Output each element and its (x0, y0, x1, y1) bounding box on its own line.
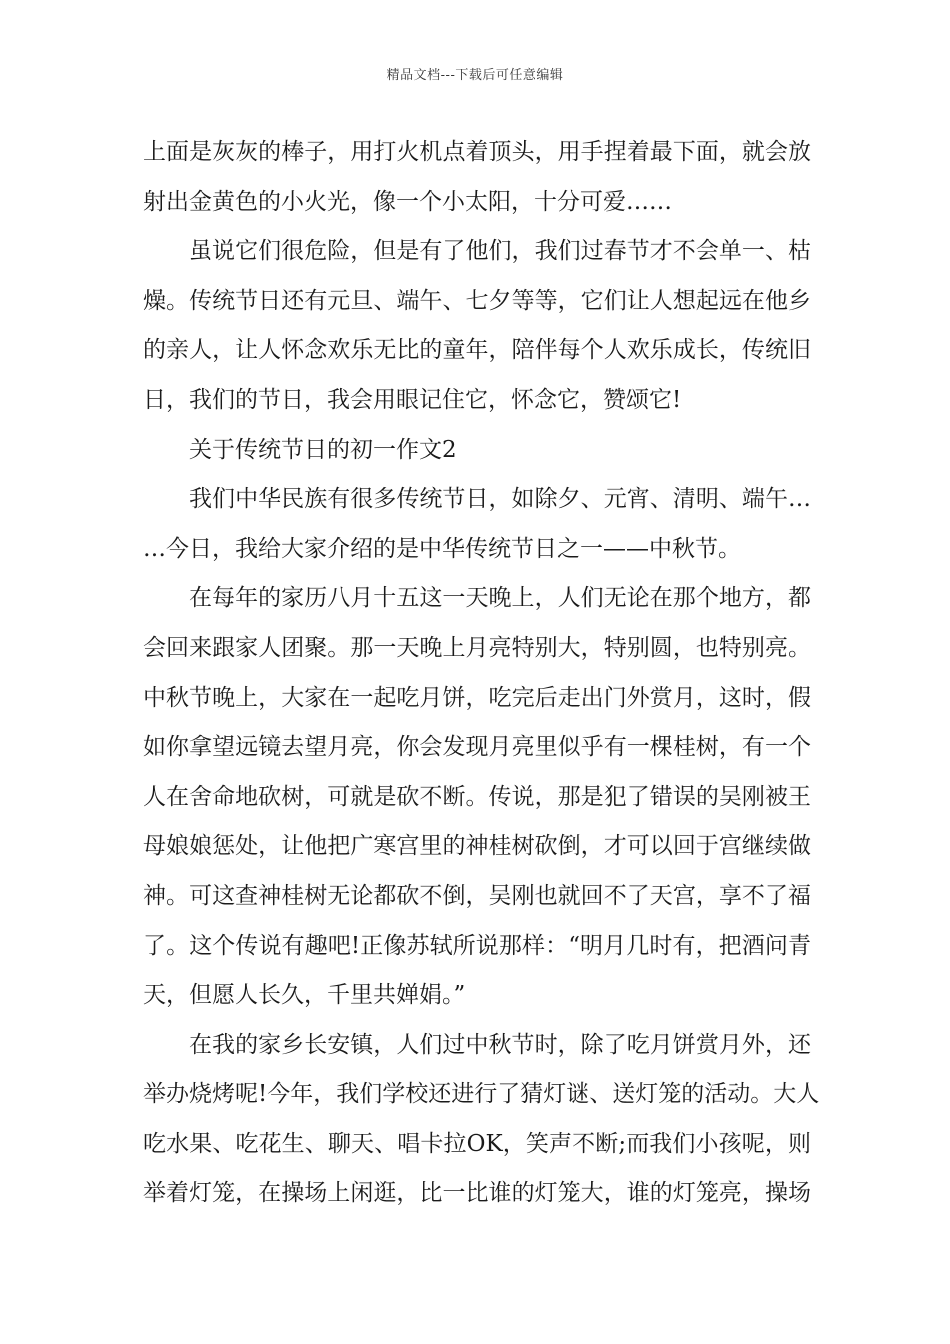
text-line: 吃水果、吃花生、聊天、唱卡拉OK，笑声不断;而我们小孩呢，则 (143, 1130, 811, 1157)
text-line: 上面是灰灰的棒子，用打火机点着顶头，用手捏着最下面，就会放 (143, 139, 811, 165)
text-line: 会回来跟家人团聚。那一天晚上月亮特别大，特别圆，也特别亮。 (143, 634, 811, 661)
text-line: 在每年的家历八月十五这一天晚上，人们无论在那个地方，都 (189, 585, 811, 612)
text-line: 在我的家乡长安镇，人们过中秋节时，除了吃月饼赏月外，还 (189, 1031, 811, 1058)
text-line: 人在舍命地砍树，可就是砍不断。传说，那是犯了错误的吴刚被王 (143, 783, 811, 810)
text-line: 日，我们的节日，我会用眼记住它，怀念它，赞颂它! (143, 386, 682, 413)
text-line: 关于传统节日的初一作文2 (189, 436, 457, 463)
text-line: 燥。传统节日还有元旦、端午、七夕等等，它们让人想起远在他乡 (143, 287, 811, 314)
text-line: 举办烧烤呢!今年，我们学校还进行了猜灯谜、送灯笼的活动。大人 (143, 1081, 820, 1108)
document-body (143, 128, 820, 1219)
text-line: 我们中华民族有很多传统节日，如除夕、元宵、清明、端午… (189, 486, 811, 513)
text-line: 中秋节晚上，大家在一起吃月饼，吃完后走出门外赏月，这时，假 (143, 684, 811, 711)
text-line: 举着灯笼，在操场上闲逛，比一比谁的灯笼大，谁的灯笼亮，操场 (143, 1180, 811, 1207)
text-line: 天，但愿人长久，千里共婵娟。” (143, 982, 466, 1009)
text-line: 母娘娘惩处，让他把广寒宫里的神桂树砍倒，才可以回于宫继续做 (143, 833, 811, 860)
text-line: …今日，我给大家介绍的是中华传统节日之一——中秋节。 (143, 535, 741, 562)
text-line: 虽说它们很危险，但是有了他们，我们过春节才不会单一、枯 (189, 238, 811, 265)
text-line: 神。可这查神桂树无论都砍不倒，吴刚也就回不了天宫，享不了福 (143, 882, 811, 909)
text-line: 了。这个传说有趣吧!正像苏轼所说那样：“明月几时有，把酒问青 (143, 932, 811, 959)
text-line: 如你拿望远镜去望月亮，你会发现月亮里似乎有一棵桂树，有一个 (143, 734, 811, 761)
text-line: 射出金黄色的小火光，像一个小太阳，十分可爱…… (143, 188, 672, 215)
text-line: 的亲人，让人怀念欢乐无比的童年，陪伴每个人欢乐成长，传统旧 (143, 337, 811, 364)
page-header: 精品文档---下载后可任意编辑 (386, 68, 564, 83)
